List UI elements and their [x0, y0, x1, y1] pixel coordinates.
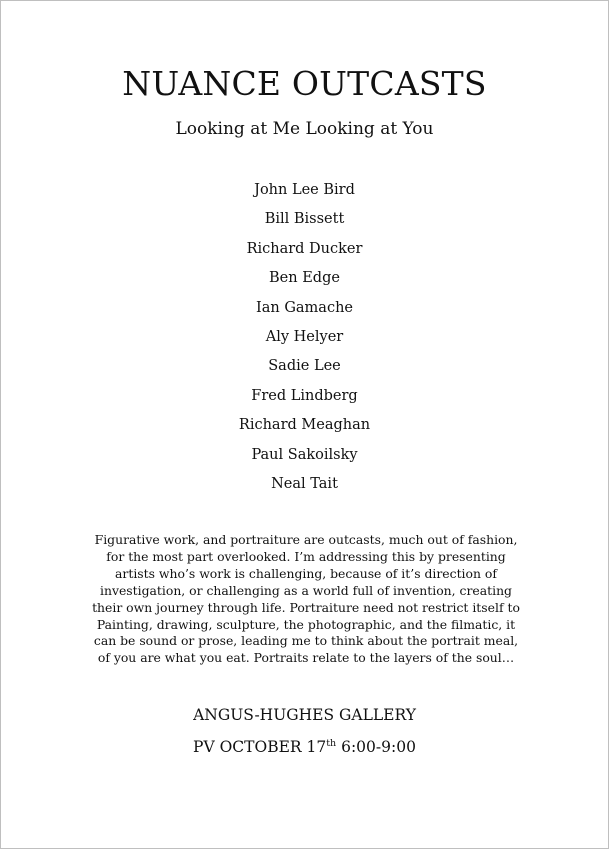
artist-name: Richard Ducker [246, 240, 363, 257]
artist-name: Paul Sakoilsky [251, 446, 358, 463]
artist-name: Fred Lindberg [251, 387, 358, 404]
private-view-date: PV OCTOBER 17 [193, 738, 327, 756]
gallery-name: ANGUS-HUGHES GALLERY [193, 706, 416, 724]
private-view-time: 6:00-9:00 [336, 738, 416, 756]
private-view-line [1, 736, 608, 758]
artist-name: Richard Meaghan [238, 417, 371, 434]
exhibition-title: NUANCE OUTCASTS [122, 64, 487, 103]
artist-name: John Lee Bird [254, 182, 355, 198]
exhibition-subtitle: Looking at Me Looking at You [175, 119, 434, 139]
artist-name: Sadie Lee [268, 358, 341, 375]
artist-name: Ben Edge [269, 270, 340, 287]
artist-name: Bill Bissett [264, 211, 345, 228]
artist-name: Neal Tait [271, 475, 338, 492]
artist-name: Ian Gamache [256, 299, 353, 316]
ordinal-suffix: th [326, 738, 337, 749]
artist-name: Aly Helyer [265, 328, 344, 345]
artist-list [1, 179, 608, 502]
exhibition-description: Figurative work, and portraiture are outcasts, much out of fashion, for the most part overlooked. I’m addressing this by presenting artists who’s work is challenging, because of it’s direction of investigation, or challenging as a world full of invention, creating their own journey through life. Portraiture need not restrict itself to Painting, drawing, sculpture, the photographic, and the filmatic, it can be sound or prose, leading me to think about the portrait meal, of you are what you eat. Portraits relate to the layers of the soul… [92, 532, 520, 666]
